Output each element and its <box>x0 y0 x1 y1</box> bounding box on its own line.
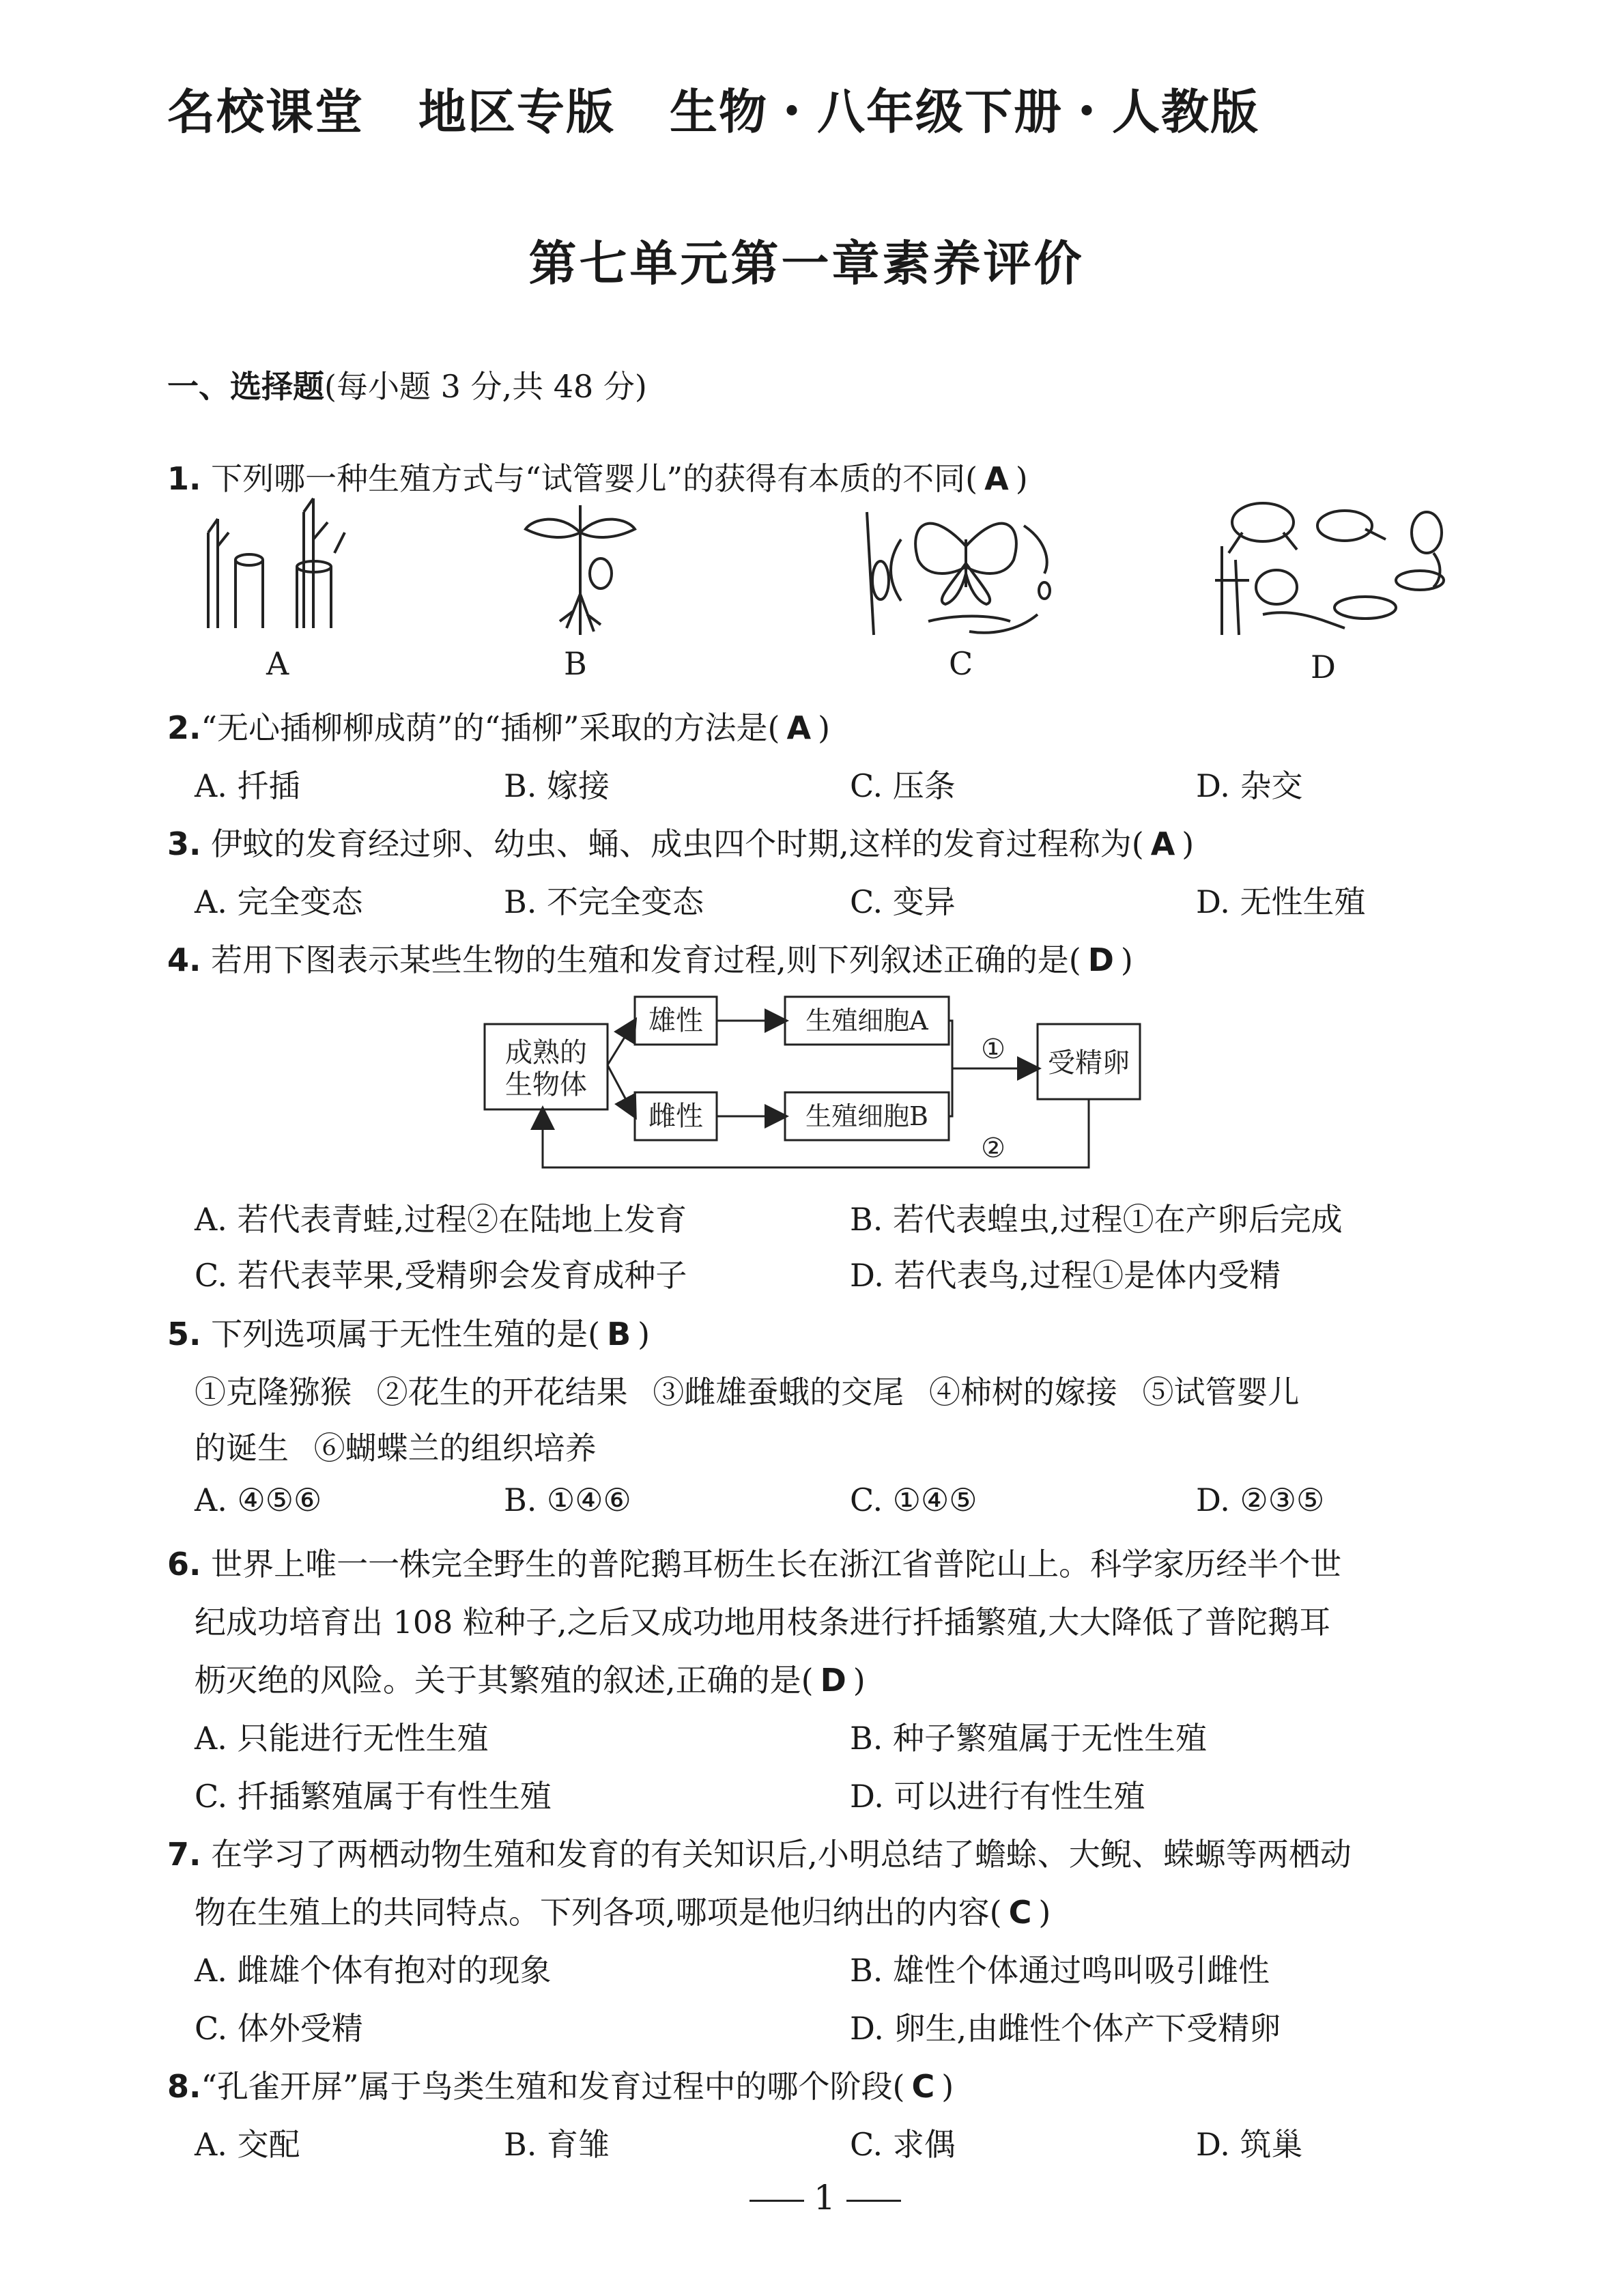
label-male: 雄性 <box>648 1005 703 1036</box>
question-8: 8.“孔雀开屏”属于鸟类生殖和发育过程中的哪个阶段( C ) <box>167 2068 954 2105</box>
reproduction-flow-diagram <box>471 983 1181 1181</box>
q2-option-d: D. 杂交 <box>1196 767 1303 804</box>
question-1: 1. 下列哪一种生殖方式与“试管婴儿”的获得有本质的不同( A ) <box>167 460 1028 497</box>
answer-6: D <box>820 1662 846 1699</box>
q7-line2: 物在生殖上的共同特点。下列各项,哪项是他归纳出的内容( C ) <box>195 1894 1051 1931</box>
figure-cutting-icon <box>195 492 365 642</box>
answer-5: B <box>607 1316 631 1352</box>
label-cell-b: 生殖细胞B <box>805 1101 928 1131</box>
q5-statement-line1: ①克隆猕猴 ②花生的开花结果 ③雌雄蚕蛾的交尾 ④柿树的嫁接 ⑤试管婴儿 <box>195 1374 1300 1411</box>
q8-option-b: B. 育雏 <box>504 2126 610 2163</box>
label-mature-line1: 成熟的 <box>505 1037 587 1068</box>
figure-label-d: D <box>1311 649 1336 685</box>
q2-option-b: B. 嫁接 <box>504 767 610 804</box>
q5-option-c: C. ①④⑤ <box>850 1482 977 1518</box>
q4-option-b: B. 若代表蝗虫,过程①在产卵后完成 <box>850 1201 1343 1238</box>
q5-option-b: B. ①④⑥ <box>504 1482 631 1518</box>
q7-option-a: A. 雌雄个体有抱对的现象 <box>195 1952 552 1989</box>
page-number-rule-left <box>750 2200 804 2202</box>
figure-label-c: C <box>949 645 973 682</box>
figure-butterfly-cycle-icon <box>853 498 1079 642</box>
q2-option-c: C. 压条 <box>850 767 956 804</box>
q4-option-c: C. 若代表苹果,受精卵会发育成种子 <box>195 1257 687 1294</box>
q6-option-a: A. 只能进行无性生殖 <box>195 1720 489 1757</box>
q6-line2: 纪成功培育出 108 粒种子,之后又成功地用枝条进行扦插繁殖,大大降低了普陀鹅耳 <box>195 1604 1331 1641</box>
q6-option-d: D. 可以进行有性生殖 <box>850 1778 1145 1815</box>
answer-1: A <box>984 460 1009 497</box>
q6-option-b: B. 种子繁殖属于无性生殖 <box>850 1720 1208 1757</box>
figure-seedling-icon <box>512 492 648 642</box>
q3-option-c: C. 变异 <box>850 883 956 920</box>
question-3: 3. 伊蚊的发育经过卵、幼虫、蛹、成虫四个时期,这样的发育过程称为( A ) <box>167 825 1195 862</box>
q8-option-a: A. 交配 <box>195 2126 300 2163</box>
question-2: 2.“无心插柳柳成荫”的“插柳”采取的方法是( A ) <box>167 709 831 746</box>
q3-option-d: D. 无性生殖 <box>1196 883 1366 920</box>
q3-option-a: A. 完全变态 <box>195 883 363 920</box>
answer-3: A <box>1150 825 1175 862</box>
q5-statement-line2: 的诞生 ⑥蝴蝶兰的组织培养 <box>195 1430 597 1466</box>
figure-label-a: A <box>266 645 289 682</box>
q7-option-c: C. 体外受精 <box>195 2010 363 2047</box>
question-6: 6. 世界上唯一一株完全野生的普陀鹅耳枥生长在浙江省普陀山上。科学家历经半个世 <box>167 1546 1342 1583</box>
answer-7: C <box>1008 1894 1032 1931</box>
q4-option-d: D. 若代表鸟,过程①是体内受精 <box>850 1257 1281 1294</box>
q4-option-a: A. 若代表青蛙,过程②在陆地上发育 <box>195 1201 687 1238</box>
q7-option-d: D. 卵生,由雌性个体产下受精卵 <box>850 2010 1281 2047</box>
header-subject: 生物・八年级下册・人教版 <box>670 84 1259 140</box>
answer-2: A <box>786 709 812 746</box>
page-number: 1 <box>814 2178 836 2217</box>
label-female: 雌性 <box>648 1101 703 1132</box>
q3-option-b: B. 不完全变态 <box>504 883 704 920</box>
q5-option-d: D. ②③⑤ <box>1196 1482 1325 1518</box>
section-heading: 一、选择题(每小题 3 分,共 48 分) <box>167 368 647 405</box>
page-title: 第七单元第一章素养评价 <box>528 236 1085 292</box>
answer-4: D <box>1087 941 1114 978</box>
label-cell-a: 生殖细胞A <box>805 1006 928 1036</box>
question-4: 4. 若用下图表示某些生物的生殖和发育过程,则下列叙述正确的是( D ) <box>167 941 1133 978</box>
q7-option-b: B. 雄性个体通过鸣叫吸引雌性 <box>850 1952 1270 1989</box>
q6-option-c: C. 扦插繁殖属于有性生殖 <box>195 1778 552 1815</box>
figure-frog-cycle-icon <box>1208 492 1461 642</box>
header-series: 名校课堂 <box>167 84 364 140</box>
q2-option-a: A. 扦插 <box>195 767 300 804</box>
question-5: 5. 下列选项属于无性生殖的是( B ) <box>167 1316 651 1352</box>
figure-label-b: B <box>564 645 587 682</box>
label-step2: ② <box>981 1133 1005 1164</box>
q8-option-c: C. 求偶 <box>850 2126 956 2163</box>
question-7: 7. 在学习了两栖动物生殖和发育的有关知识后,小明总结了蟾蜍、大鲵、蝾螈等两栖动 <box>167 1836 1352 1873</box>
q6-line3: 枥灭绝的风险。关于其繁殖的叙述,正确的是( D ) <box>195 1662 866 1699</box>
label-step1: ① <box>981 1034 1005 1065</box>
answer-8: C <box>911 2068 935 2105</box>
label-zygote: 受精卵 <box>1048 1047 1130 1079</box>
q5-option-a: A. ④⑤⑥ <box>195 1482 322 1518</box>
header-edition: 地区专版 <box>418 84 615 140</box>
label-mature-line2: 生物体 <box>505 1069 587 1101</box>
book-header <box>167 74 1259 143</box>
page-number-rule-right <box>846 2200 901 2202</box>
q8-option-d: D. 筑巢 <box>1196 2126 1303 2163</box>
